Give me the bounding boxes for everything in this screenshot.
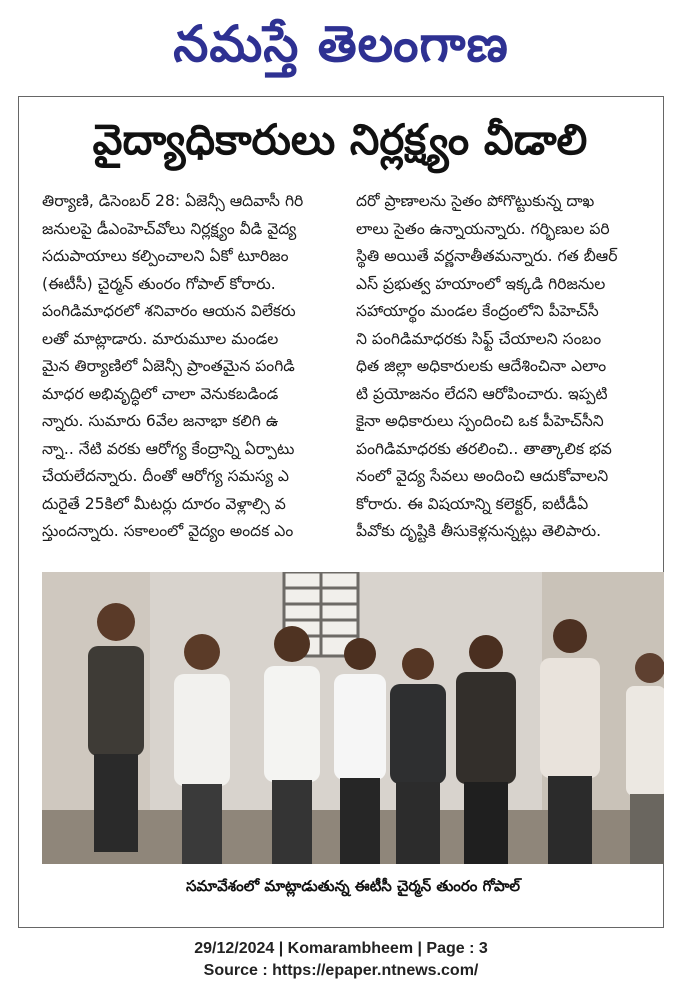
article-line: సదుపాయాలు కల్పించాలని ఏకో టూరిజం xyxy=(42,247,289,265)
article-headline: వైద్యాధికారులు నిర్లక్ష్యం వీడాలి xyxy=(92,115,588,164)
article-line: న్నా.. నేటి వరకు ఆరోగ్య కేంద్రాన్ని ఏర్పాటు xyxy=(42,439,295,458)
frame-bottom-rule xyxy=(18,927,664,928)
group-photo xyxy=(42,572,664,864)
footer-source: Source : https://epaper.ntnews.com/ xyxy=(203,962,479,979)
frame-top-rule xyxy=(18,96,664,97)
article-line: పంగిడిమాధరకు తరలించి.. తాత్కాలిక భవ xyxy=(356,439,612,458)
article-line: దురైతే 25కిలో మీటర్లు దూరం వెళ్లాల్సి వ xyxy=(42,494,286,513)
article-line: లతో మాట్లాడారు. మారుమూల మండల xyxy=(42,329,279,348)
article-column-left xyxy=(42,188,340,546)
masthead-logo: నమస్తే తెలంగాణ xyxy=(173,14,509,73)
article-line: న్నారు. సుమారు 6వేల జనాభా కలిగి ఉ xyxy=(42,412,279,430)
article-line: లాలు సైతం ఉన్నాయన్నారు. గర్భిణుల పరి xyxy=(356,219,610,238)
article-line: ధిత జిల్లా అధికారులకు ఆదేశించినా ఎలాం xyxy=(356,357,607,375)
article-line: టి ప్రయోజనం లేదని ఆరోపించారు. ఇప్పటి xyxy=(356,384,608,403)
article-line: పంగిడిమాధరలో శనివారం ఆయన విలేకరు xyxy=(42,302,296,320)
article-line: నంలో వైద్య సేవలు అందించి ఆదుకోవాలని xyxy=(356,467,609,485)
article-line: కోరారు. ఈ విషయాన్ని కలెక్టర్, ఐటీడీఏ xyxy=(356,494,589,513)
article-line: దరో ప్రాణాలను సైతం పోగొట్టుకున్న దాఖ xyxy=(356,192,595,210)
article-line: మైన తిర్యాణిలో ఏజెన్సీ ప్రాంతమైన పంగిడి xyxy=(42,357,295,375)
footer-date-edition: 29/12/2024 | Komarambheem | Page : 3 xyxy=(194,940,488,957)
article-line: జనులపై డీఎంహెచ్‌వోలు నిర్లక్ష్యం వీడి వైద్య xyxy=(42,219,297,238)
article-line: సహాయార్థం మండల కేంద్రంలోని పీహెచ్‌సీ xyxy=(356,302,599,320)
article-line: పీవోకు దృష్టికి తీసుకెళ్లనున్నట్లు తెలిపారు. xyxy=(356,522,602,540)
article-line: (ఈటీసీ) చైర్మన్ తుంరం గోపాల్ కోరారు. xyxy=(42,274,276,293)
group-photo-illustration xyxy=(42,572,664,864)
photo-caption: సమావేశంలో మాట్లాడుతున్న ఈటీసీ చైర్మన్ తుంరం గోపాల్ xyxy=(185,877,521,895)
article-line: మాధర అభివృద్ధిలో చాలా వెనుకబడిండ xyxy=(42,384,279,403)
article-column-right xyxy=(356,188,654,546)
article-line: ఎస్ ప్రభుత్వ హయాంలో ఇక్కడి గిరిజనుల xyxy=(356,274,606,293)
frame-left-rule xyxy=(18,96,19,928)
article-line: చేయలేదన్నారు. దీంతో ఆరోగ్య సమస్య ఎ xyxy=(42,467,290,485)
article-line: ని పంగిడిమాధరకు సిఫ్ట్ చేయాలని సంబం xyxy=(356,329,602,348)
article-line: స్థితి అయితే వర్ణనాతీతమన్నారు. గత బీఆర్ xyxy=(356,247,618,265)
article-line: తిర్యాణి, డిసెంబర్ 28: ఏజెన్సీ ఆదివాసీ గిరి xyxy=(42,192,304,210)
article-line: స్తుందన్నారు. సకాలంలో వైద్యం అందక ఎం xyxy=(42,522,294,540)
article-line: కైనా అధికారులు స్పందించి ఒక పీహెచ్‌సీని xyxy=(356,412,604,430)
